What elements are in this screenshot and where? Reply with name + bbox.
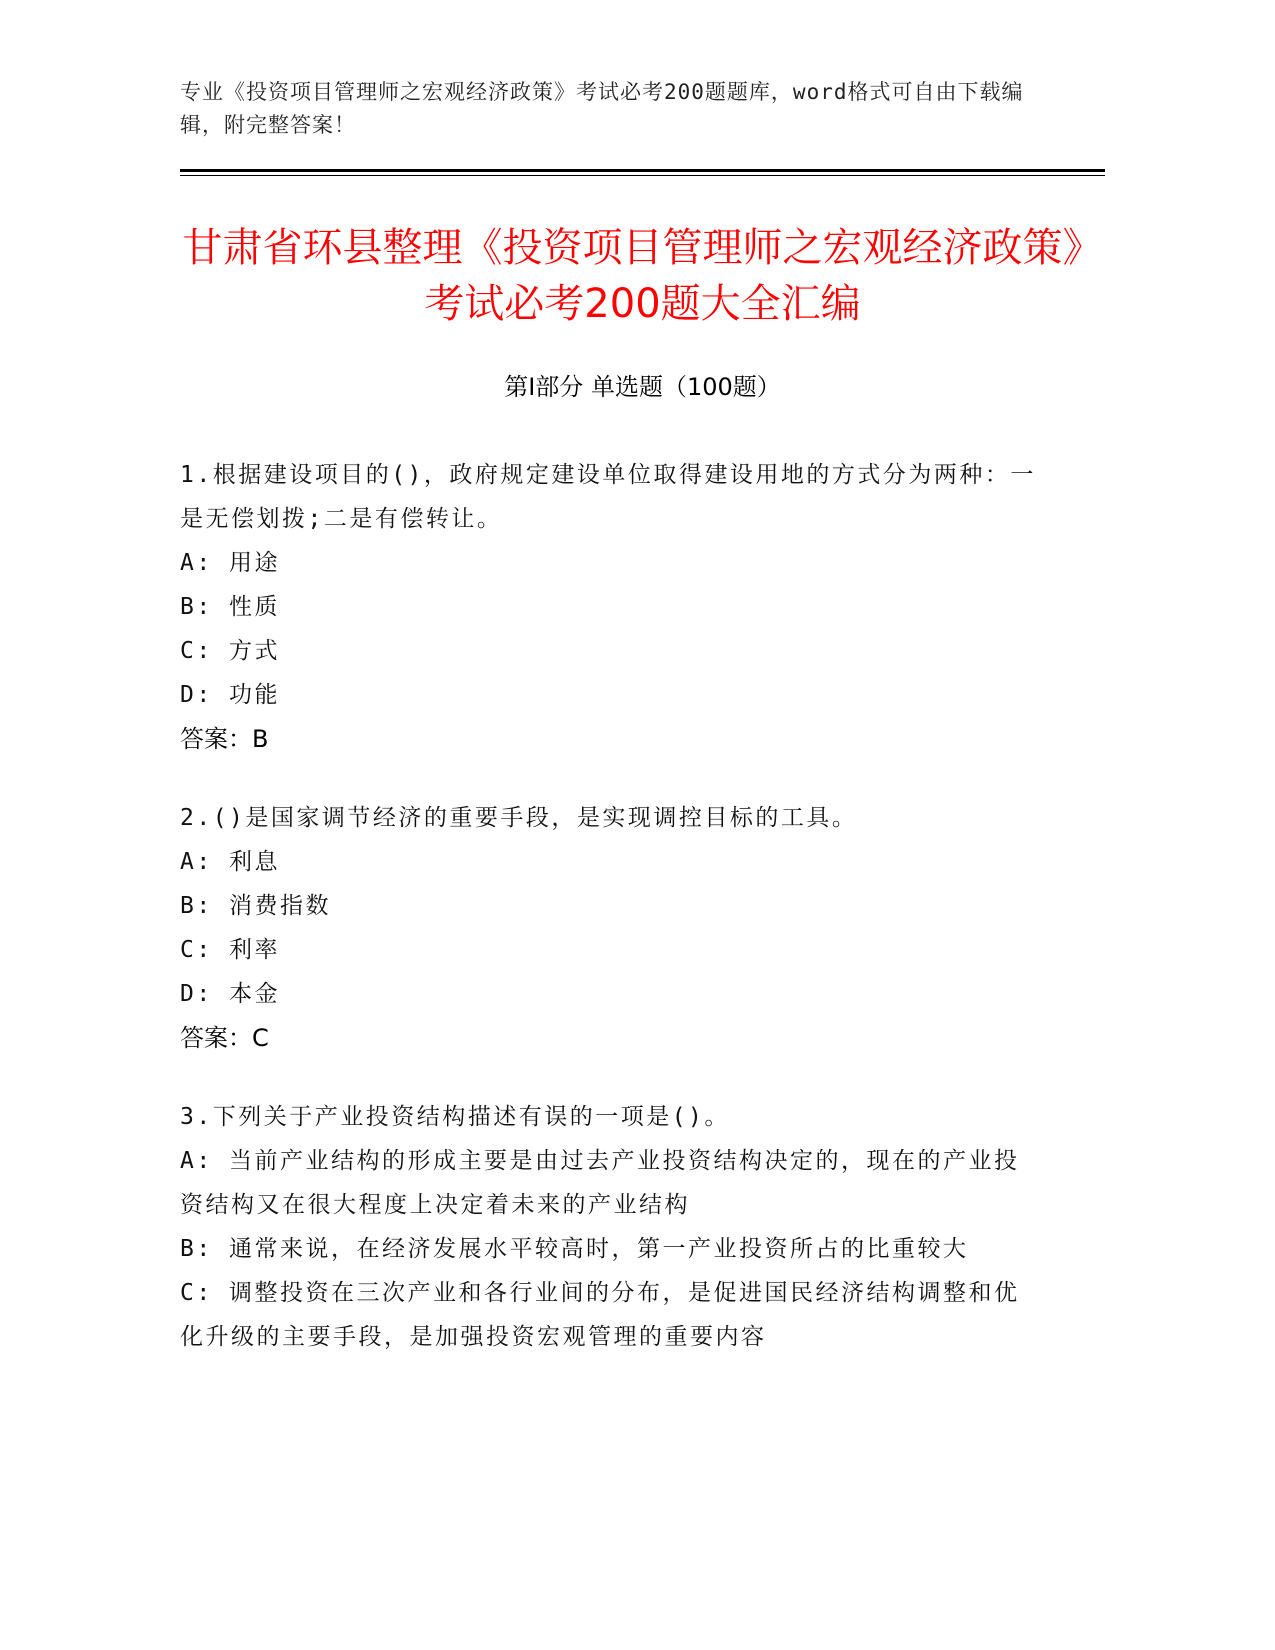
option-d: D: 功能 <box>180 682 281 708</box>
section-title: 第I部分 单选题（100题） <box>504 373 781 401</box>
header-divider-thin <box>180 175 1105 176</box>
option-c: C: 调整投资在三次产业和各行业间的分布，是促进国民经济结构调整和优化升级的主要手段，是加强投资宏观管理的重要内容 <box>180 1280 1020 1350</box>
header-divider-thick <box>180 169 1105 172</box>
question-stem: 1.根据建设项目的()，政府规定建设单位取得建设用地的方式分为两种：一是无偿划拨;二是有偿转让。 <box>180 462 1036 532</box>
question-1 <box>180 453 1040 761</box>
option-b: B: 消费指数 <box>180 893 332 919</box>
option-c: C: 方式 <box>180 638 281 664</box>
option-b: B: 性质 <box>180 594 281 620</box>
option-a: A: 用途 <box>180 550 281 576</box>
option-b: B: 通常来说，在经济发展水平较高时，第一产业投资所占的比重较大 <box>180 1236 969 1262</box>
question-list <box>180 453 1040 1394</box>
option-d: D: 本金 <box>180 981 281 1007</box>
option-a: A: 利息 <box>180 849 281 875</box>
option-a: A: 当前产业结构的形成主要是由过去产业投资结构决定的，现在的产业投资结构又在很大程度上决定着未来的产业结构 <box>180 1148 1020 1218</box>
question-2 <box>180 796 1040 1060</box>
question-stem: 2.()是国家调节经济的重要手段，是实现调控目标的工具。 <box>180 805 858 831</box>
question-3 <box>180 1095 1040 1359</box>
header-note: 专业《投资项目管理师之宏观经济政策》考试必考200题题库，word格式可自由下载编辑，附完整答案！ <box>180 80 1024 137</box>
option-c: C: 利率 <box>180 937 281 963</box>
answer-line: 答案：C <box>180 1024 269 1052</box>
document-title: 甘肃省环县整理《投资项目管理师之宏观经济政策》考试必考200题大全汇编 <box>182 225 1103 327</box>
answer-line: 答案：B <box>180 725 269 753</box>
question-stem: 3.下列关于产业投资结构描述有误的一项是()。 <box>180 1104 730 1130</box>
